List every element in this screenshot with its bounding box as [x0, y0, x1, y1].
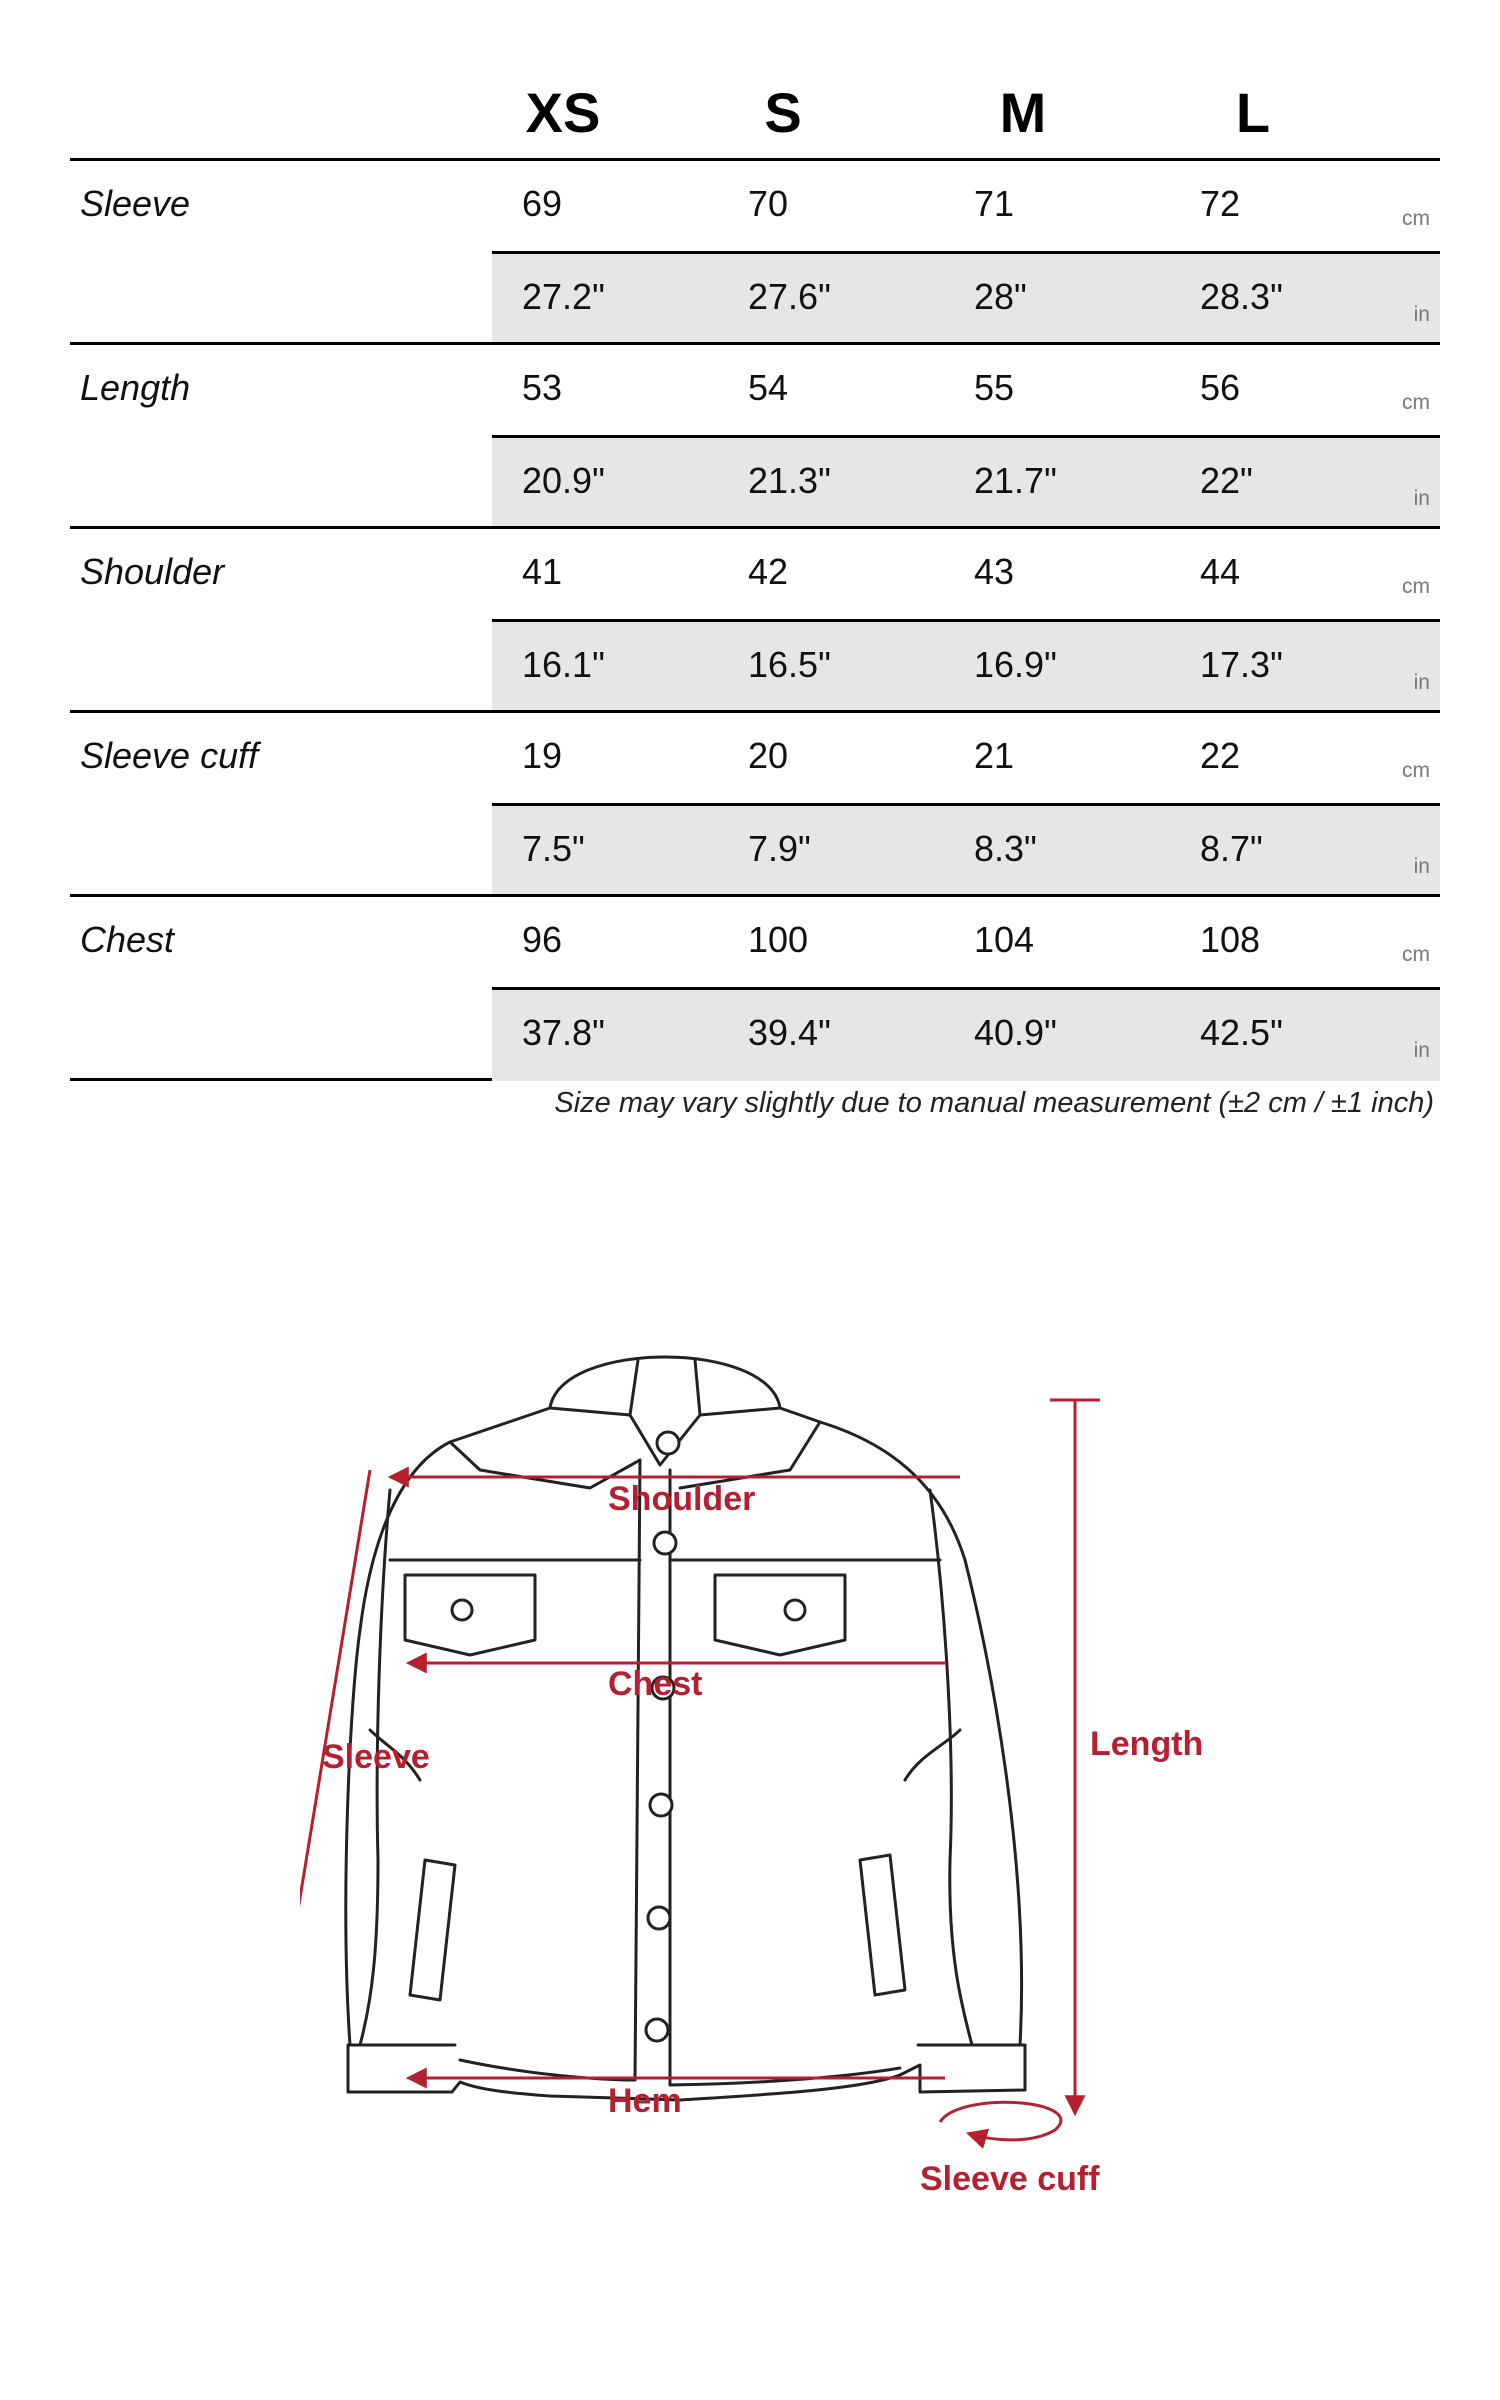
value-cell: 16.1" [522, 644, 605, 685]
sleeve-cuff-measure-arc [940, 2102, 1061, 2140]
value-cell: 21.3" [748, 460, 831, 501]
unit-in-label: in [1413, 1039, 1430, 1062]
measurement-group-length [70, 342, 1440, 526]
cm-row [492, 897, 1440, 985]
button-icon [657, 1432, 679, 1454]
value-cell: 69 [522, 183, 563, 224]
jacket-outline [346, 1357, 1025, 2100]
value-cell: 27.6" [748, 276, 831, 317]
value-cell: 21.7" [974, 460, 1057, 501]
measurement-label: Shoulder [80, 551, 225, 592]
value-cell: 22 [1200, 735, 1241, 776]
value-cell: 17.3" [1200, 644, 1283, 685]
button-icon [646, 2019, 668, 2041]
value-cell: 43 [974, 551, 1015, 592]
value-cell: 20.9" [522, 460, 605, 501]
unit-cm-label: cm [1402, 759, 1430, 782]
measurement-group-chest [70, 894, 1440, 1081]
inch-row [492, 251, 1440, 345]
cm-row [492, 345, 1440, 433]
chest-label: Chest [608, 1665, 703, 1703]
inch-row [492, 987, 1440, 1081]
sleeve-label: Sleeve [322, 1738, 430, 1776]
unit-in-label: in [1413, 671, 1430, 694]
value-cell: 19 [522, 735, 563, 776]
value-cell: 28.3" [1200, 276, 1283, 317]
measurement-label: Sleeve [80, 183, 191, 224]
unit-in-label: in [1413, 855, 1430, 878]
value-cell: 7.9" [748, 828, 811, 869]
cm-row [492, 161, 1440, 249]
value-cell: 22" [1200, 460, 1253, 501]
size-xs-header: XS [525, 81, 601, 144]
jacket-diagram [300, 1300, 1250, 2250]
inch-row [492, 803, 1440, 897]
measurement-group-shoulder [70, 526, 1440, 710]
value-cell: 21 [974, 735, 1015, 776]
value-cell: 54 [748, 367, 789, 408]
right-chest-pocket [715, 1575, 845, 1655]
size-chart-table [70, 158, 1440, 1081]
value-cell: 108 [1200, 919, 1261, 960]
value-cell: 37.8" [522, 1012, 605, 1053]
value-cell: 28" [974, 276, 1027, 317]
value-cell: 42 [748, 551, 789, 592]
sleeve-measure-line [300, 1470, 370, 2112]
value-cell: 8.7" [1200, 828, 1263, 869]
unit-cm-label: cm [1402, 943, 1430, 966]
unit-cm-label: cm [1402, 575, 1430, 598]
value-cell: 96 [522, 919, 563, 960]
value-cell: 56 [1200, 367, 1241, 408]
cm-row [492, 529, 1440, 617]
value-cell: 44 [1200, 551, 1241, 592]
button-icon [785, 1600, 805, 1620]
value-cell: 39.4" [748, 1012, 831, 1053]
measurement-label: Chest [80, 919, 175, 960]
value-cell: 42.5" [1200, 1012, 1283, 1053]
value-cell: 53 [522, 367, 563, 408]
value-cell: 70 [748, 183, 789, 224]
measurement-label: Sleeve cuff [80, 735, 259, 776]
value-cell: 72 [1200, 183, 1241, 224]
right-side-pocket [860, 1855, 905, 1995]
value-cell: 7.5" [522, 828, 585, 869]
unit-in-label: in [1413, 303, 1430, 326]
left-side-pocket [410, 1860, 455, 2000]
value-cell: 104 [974, 919, 1035, 960]
value-cell: 16.5" [748, 644, 831, 685]
value-cell: 20 [748, 735, 789, 776]
unit-in-label: in [1413, 487, 1430, 510]
size-s-header: S [764, 81, 802, 144]
button-icon [654, 1532, 676, 1554]
value-cell: 16.9" [974, 644, 1057, 685]
measurement-group-sleeve-cuff [70, 710, 1440, 894]
sleeve-cuff-label: Sleeve cuff [920, 2160, 1100, 2198]
jacket-illustration [300, 1300, 1250, 2250]
unit-cm-label: cm [1402, 207, 1430, 230]
inch-row [492, 619, 1440, 713]
value-cell: 41 [522, 551, 563, 592]
value-cell: 27.2" [522, 276, 605, 317]
right-sleeve-seam [930, 1490, 972, 2045]
size-m-header: M [999, 81, 1047, 144]
value-cell: 71 [974, 183, 1015, 224]
measurement-group-sleeve [70, 158, 1440, 342]
button-icon [452, 1600, 472, 1620]
unit-cm-label: cm [1402, 391, 1430, 414]
measurement-label: Length [80, 367, 191, 408]
value-cell: 8.3" [974, 828, 1037, 869]
size-l-header: L [1235, 81, 1271, 144]
inch-row [492, 435, 1440, 529]
value-cell: 55 [974, 367, 1015, 408]
cm-row [492, 713, 1440, 801]
hem-label: Hem [608, 2082, 682, 2120]
shoulder-label: Shoulder [608, 1480, 756, 1518]
length-label: Length [1090, 1725, 1204, 1763]
value-cell: 100 [748, 919, 809, 960]
value-cell: 40.9" [974, 1012, 1057, 1053]
measurement-note: Size may vary slightly due to manual measurement (±2 cm / ±1 inch) [554, 1087, 1434, 1119]
button-icon [648, 1907, 670, 1929]
button-icon [650, 1794, 672, 1816]
